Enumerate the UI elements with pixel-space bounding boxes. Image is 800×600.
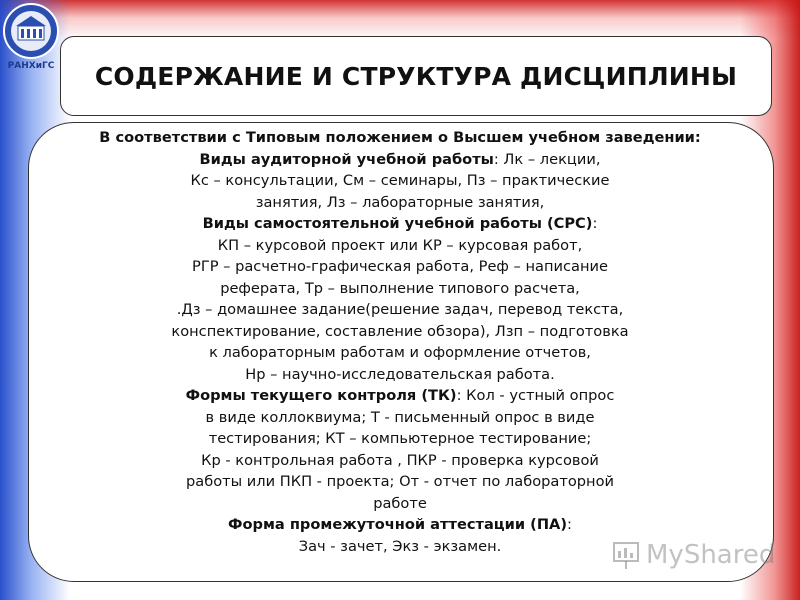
presentation-icon xyxy=(612,539,640,571)
content-line xyxy=(60,235,740,257)
content-line xyxy=(60,278,740,300)
content-line-text: Зач - зачет, Экз - экзамен. xyxy=(298,537,502,555)
content-line-bold: Виды аудиторной учебной работы xyxy=(199,150,494,168)
content-line-text: РГР – расчетно-графическая работа, Реф – написание xyxy=(192,258,608,275)
content-line xyxy=(60,213,740,235)
content-line-text: Нр – научно-исследовательская работа. xyxy=(245,365,555,383)
content-line xyxy=(60,428,740,450)
content-line-bold: Формы текущего контроля (ТК) xyxy=(185,387,457,404)
watermark xyxy=(612,536,775,574)
content-line xyxy=(60,514,740,536)
watermark-text: MyShared xyxy=(646,540,776,570)
content-line-text: реферата, Тр – выполнение типового расчета, xyxy=(220,279,580,297)
content-text xyxy=(60,127,740,557)
content-line xyxy=(60,321,740,343)
content-line xyxy=(60,493,740,515)
university-logo xyxy=(2,2,60,72)
content-line xyxy=(60,256,740,278)
content-line xyxy=(60,299,740,321)
content-line xyxy=(60,342,740,364)
content-line xyxy=(60,127,740,149)
content-line-text: занятия, Лз – лабораторные занятия, xyxy=(255,193,545,211)
content-line xyxy=(60,170,740,192)
content-line-bold: Форма промежуточной аттестации (ПА) xyxy=(228,516,568,533)
content-line-text: КП – курсовой проект или КР – курсовая работ, xyxy=(217,236,583,254)
content-line-text: работы или ПКП - проекта; От - отчет по лабораторной xyxy=(186,473,614,490)
content-line xyxy=(60,450,740,472)
content-line-bold: В соответствии с Типовым положением о Высшем учебном заведении: xyxy=(99,129,701,146)
content-line xyxy=(60,192,740,214)
content-line-text: в виде коллоквиума; Т - письменный опрос в виде xyxy=(205,408,595,426)
content-line-text: к лабораторным работам и оформление отчетов, xyxy=(209,344,591,361)
content-line xyxy=(60,149,740,171)
content-line-text: работе xyxy=(373,494,427,512)
content-line-text: тестирования; КТ – компьютерное тестирование; xyxy=(208,430,592,447)
content-line-text: .Дз – домашнее задание(решение задач, перевод текста, xyxy=(176,301,624,318)
content-line-text: : xyxy=(567,516,572,533)
content-line-text: : Кол - устный опрос xyxy=(456,387,615,404)
content-line xyxy=(60,471,740,493)
logo-text: РАНХиГС xyxy=(7,61,55,71)
content-line xyxy=(60,385,740,407)
content-line xyxy=(60,364,740,386)
content-line-bold: Виды самостоятельной учебной работы (СРС) xyxy=(202,215,593,232)
content-line-text: Кр - контрольная работа , ПКР - проверка курсовой xyxy=(201,451,599,469)
slide-title: СОДЕРЖАНИЕ И СТРУКТУРА ДИСЦИПЛИНЫ xyxy=(94,61,738,91)
content-line-text: конспектирование, составление обзора), Лзп – подготовка xyxy=(171,322,629,340)
content-line-text: Кс – консультации, См – семинары, Пз – практические xyxy=(190,172,610,189)
content-line-text: : Лк – лекции, xyxy=(493,150,601,168)
title-box xyxy=(60,36,772,116)
content-line xyxy=(60,407,740,429)
content-line-text: : xyxy=(592,215,598,232)
